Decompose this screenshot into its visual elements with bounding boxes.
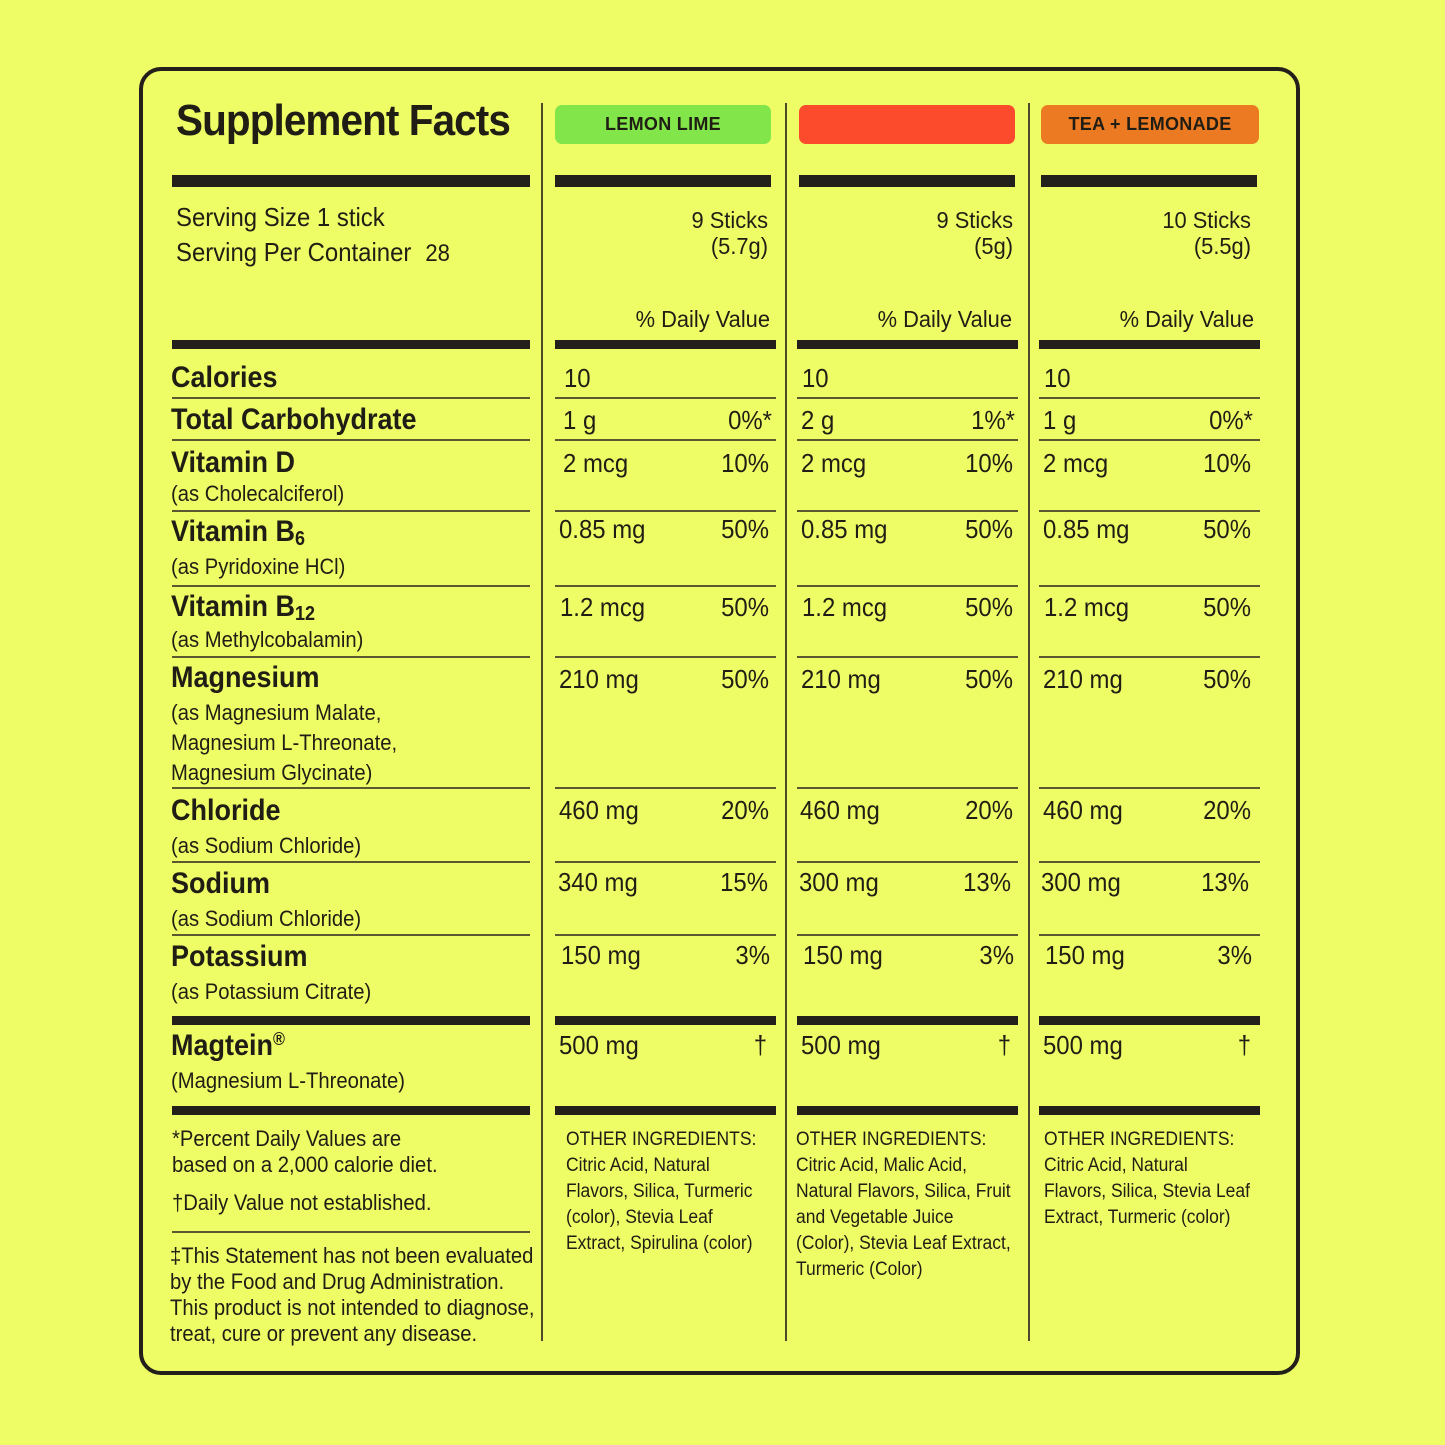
nutrient-name-potassium: Potassium bbox=[171, 940, 308, 973]
fda-disclaimer: by the Food and Drug Administration. bbox=[170, 1269, 505, 1294]
other-ingredients-line: Turmeric (Color) bbox=[796, 1259, 923, 1280]
amount-total-carbohydrate: 1 g bbox=[1043, 405, 1077, 435]
dv-total-carbohydrate: 0%* bbox=[1209, 405, 1253, 435]
nutrient-name-calories: Calories bbox=[171, 361, 278, 394]
row-divider bbox=[1039, 934, 1260, 936]
footnote-dv-not-established: †Daily Value not established. bbox=[172, 1190, 432, 1215]
amount-vitamin-b6: 0.85 mg bbox=[1043, 514, 1130, 544]
row-divider bbox=[555, 439, 776, 441]
amount-total-carbohydrate: 1 g bbox=[563, 405, 597, 435]
row-divider bbox=[1039, 439, 1260, 441]
flavor-badge-watermelon-lime bbox=[799, 105, 1015, 144]
amount-magtein: 500 mg bbox=[559, 1030, 639, 1060]
dv-vitamin-b6: 50% bbox=[721, 514, 769, 544]
amount-magnesium: 210 mg bbox=[559, 664, 639, 694]
nutrient-source: Magnesium L-Threonate, bbox=[171, 730, 398, 755]
row-divider bbox=[555, 787, 776, 789]
row-divider bbox=[797, 656, 1018, 658]
dv-vitamin-d: 10% bbox=[1203, 448, 1251, 478]
nutrient-subscript: 6 bbox=[295, 528, 306, 550]
other-ingredients-line: Citric Acid, Natural bbox=[566, 1155, 710, 1176]
row-divider bbox=[172, 934, 530, 936]
amount-total-carbohydrate: 2 g bbox=[801, 405, 835, 435]
sticks-count: 9 Sticks bbox=[691, 207, 768, 233]
nutrient-source: (as Methylcobalamin) bbox=[171, 627, 364, 652]
amount-calories: 10 bbox=[1044, 363, 1071, 393]
amount-vitamin-d: 2 mcg bbox=[563, 448, 629, 478]
row-divider bbox=[797, 510, 1018, 512]
dv-magtein: † bbox=[997, 1030, 1011, 1060]
dv-magnesium: 50% bbox=[721, 664, 769, 694]
nutrient-source: (Magnesium L-Threonate) bbox=[171, 1068, 405, 1093]
dv-vitamin-d: 10% bbox=[721, 448, 769, 478]
amount-vitamin-b12: 1.2 mcg bbox=[1044, 592, 1130, 622]
row-divider bbox=[797, 585, 1018, 587]
row-divider bbox=[555, 585, 776, 587]
sticks-weight: (5g) bbox=[974, 233, 1013, 259]
dv-vitamin-b12: 50% bbox=[965, 592, 1013, 622]
amount-chloride: 460 mg bbox=[559, 795, 639, 825]
row-divider bbox=[172, 787, 530, 789]
dv-magnesium: 50% bbox=[965, 664, 1013, 694]
thick-rule bbox=[555, 175, 771, 187]
daily-value-header: % Daily Value bbox=[877, 306, 1012, 332]
row-divider bbox=[172, 397, 530, 399]
amount-vitamin-b12: 1.2 mcg bbox=[802, 592, 888, 622]
fda-disclaimer: This product is not intended to diagnose, bbox=[170, 1295, 535, 1320]
nutrient-name-magtein bbox=[171, 1029, 285, 1063]
row-divider bbox=[555, 861, 776, 863]
amount-calories: 10 bbox=[802, 363, 829, 393]
other-ingredients-line: Flavors, Silica, Stevia Leaf bbox=[1044, 1181, 1250, 1202]
flavor-sticks bbox=[570, 207, 768, 259]
flavor-sticks bbox=[814, 207, 1013, 259]
nutrient-source: (as Sodium Chloride) bbox=[171, 833, 362, 858]
amount-sodium: 300 mg bbox=[799, 867, 879, 897]
dv-chloride: 20% bbox=[965, 795, 1013, 825]
thick-rule bbox=[555, 1016, 776, 1025]
other-ingredients-label: OTHER INGREDIENTS: bbox=[796, 1129, 987, 1150]
serving-size: Serving Size 1 stick bbox=[176, 202, 385, 232]
amount-magtein: 500 mg bbox=[1043, 1030, 1123, 1060]
dv-potassium: 3% bbox=[1217, 940, 1252, 970]
column-divider bbox=[1028, 103, 1030, 1341]
dv-magtein: † bbox=[1237, 1030, 1251, 1060]
thick-rule bbox=[172, 175, 530, 187]
dv-vitamin-b12: 50% bbox=[1203, 592, 1251, 622]
row-divider bbox=[1039, 397, 1260, 399]
nutrient-source: Magnesium Glycinate) bbox=[171, 760, 373, 785]
daily-value-header: % Daily Value bbox=[1119, 306, 1254, 332]
thick-rule bbox=[1039, 1016, 1260, 1025]
thick-rule bbox=[172, 1106, 530, 1115]
dv-sodium: 13% bbox=[1201, 867, 1249, 897]
nutrient-name-vitamin-b6 bbox=[171, 515, 305, 551]
thick-rule bbox=[172, 1016, 530, 1025]
servings-per-container-value: 28 bbox=[425, 240, 450, 267]
dv-magtein: † bbox=[753, 1030, 767, 1060]
nutrient-source: (as Sodium Chloride) bbox=[171, 906, 362, 931]
other-ingredients-line: and Vegetable Juice bbox=[796, 1207, 954, 1228]
other-ingredients-label: OTHER INGREDIENTS: bbox=[566, 1129, 757, 1150]
nutrient-name-magnesium: Magnesium bbox=[171, 661, 320, 694]
amount-magnesium: 210 mg bbox=[1043, 664, 1123, 694]
amount-sodium: 300 mg bbox=[1041, 867, 1121, 897]
thick-rule bbox=[172, 340, 530, 349]
thick-rule bbox=[797, 1016, 1018, 1025]
nutrient-name-total-carbohydrate: Total Carbohydrate bbox=[171, 403, 417, 436]
footnote-percent-dv: based on a 2,000 calorie diet. bbox=[172, 1152, 438, 1177]
thick-rule bbox=[1039, 340, 1260, 349]
sticks-count: 10 Sticks bbox=[1162, 207, 1251, 233]
registered-mark: ® bbox=[273, 1029, 285, 1049]
other-ingredients-line: Extract, Turmeric (color) bbox=[1044, 1207, 1231, 1228]
thick-rule bbox=[799, 175, 1015, 187]
row-divider bbox=[1039, 787, 1260, 789]
dv-chloride: 20% bbox=[1203, 795, 1251, 825]
amount-magnesium: 210 mg bbox=[801, 664, 881, 694]
amount-chloride: 460 mg bbox=[800, 795, 880, 825]
row-divider bbox=[555, 656, 776, 658]
dv-magnesium: 50% bbox=[1203, 664, 1251, 694]
servings-per-container bbox=[176, 237, 450, 268]
other-ingredients-line: Extract, Spirulina (color) bbox=[566, 1233, 753, 1254]
thick-rule bbox=[1039, 1106, 1260, 1115]
other-ingredients-line: Flavors, Silica, Turmeric bbox=[566, 1181, 753, 1202]
row-divider bbox=[555, 397, 776, 399]
other-ingredients-label: OTHER INGREDIENTS: bbox=[1044, 1129, 1235, 1150]
page-title: Supplement Facts bbox=[176, 96, 510, 145]
amount-chloride: 460 mg bbox=[1043, 795, 1123, 825]
dv-total-carbohydrate: 0%* bbox=[728, 405, 772, 435]
row-divider bbox=[172, 656, 530, 658]
nutrient-name-sodium: Sodium bbox=[171, 867, 270, 900]
thick-rule bbox=[797, 1106, 1018, 1115]
sticks-weight: (5.5g) bbox=[1193, 233, 1251, 259]
nutrient-name-chloride: Chloride bbox=[171, 794, 281, 827]
nutrient-source: (as Cholecalciferol) bbox=[171, 481, 345, 506]
row-divider bbox=[1039, 585, 1260, 587]
amount-vitamin-d: 2 mcg bbox=[1043, 448, 1109, 478]
thick-rule bbox=[1041, 175, 1257, 187]
flavor-badge-lemon-lime: LEMON LIME bbox=[555, 105, 771, 144]
row-divider bbox=[555, 510, 776, 512]
footnote-percent-dv: *Percent Daily Values are bbox=[172, 1126, 402, 1151]
amount-calories: 10 bbox=[564, 363, 591, 393]
column-divider bbox=[785, 103, 787, 1341]
other-ingredients-line: Citric Acid, Natural bbox=[1044, 1155, 1188, 1176]
dv-vitamin-d: 10% bbox=[965, 448, 1013, 478]
other-ingredients-line: Citric Acid, Malic Acid, bbox=[796, 1155, 967, 1176]
dv-vitamin-b12: 50% bbox=[721, 592, 769, 622]
row-divider bbox=[172, 861, 530, 863]
sticks-weight: (5.7g) bbox=[710, 233, 768, 259]
nutrient-source: (as Pyridoxine HCl) bbox=[171, 554, 346, 579]
row-divider bbox=[1039, 656, 1260, 658]
nutrient-subscript: 12 bbox=[295, 603, 316, 625]
sticks-count: 9 Sticks bbox=[936, 207, 1013, 233]
column-divider bbox=[541, 103, 543, 1341]
thick-rule bbox=[555, 1106, 776, 1115]
row-divider bbox=[797, 787, 1018, 789]
nutrient-name-text: Vitamin B bbox=[171, 515, 296, 548]
nutrient-name-vitamin-d: Vitamin D bbox=[171, 446, 296, 479]
nutrient-source: (as Magnesium Malate, bbox=[171, 700, 382, 725]
row-divider bbox=[797, 934, 1018, 936]
other-ingredients-line: (color), Stevia Leaf bbox=[566, 1207, 713, 1228]
dv-vitamin-b6: 50% bbox=[1203, 514, 1251, 544]
other-ingredients-line: Natural Flavors, Silica, Fruit bbox=[796, 1181, 1011, 1202]
dv-sodium: 13% bbox=[963, 867, 1011, 897]
row-divider bbox=[1039, 861, 1260, 863]
flavor-badge-tea-lemonade: TEA + LEMONADE bbox=[1041, 105, 1259, 144]
servings-per-container-label: Serving Per Container bbox=[176, 237, 412, 267]
amount-potassium: 150 mg bbox=[803, 940, 883, 970]
amount-potassium: 150 mg bbox=[561, 940, 641, 970]
row-divider bbox=[555, 934, 776, 936]
fda-disclaimer: ‡This Statement has not been evaluated bbox=[170, 1243, 534, 1268]
other-ingredients-line: (Color), Stevia Leaf Extract, bbox=[796, 1233, 1011, 1254]
dv-sodium: 15% bbox=[720, 867, 768, 897]
amount-vitamin-b6: 0.85 mg bbox=[801, 514, 888, 544]
amount-vitamin-b12: 1.2 mcg bbox=[560, 592, 646, 622]
row-divider bbox=[797, 861, 1018, 863]
row-divider bbox=[172, 439, 530, 441]
amount-vitamin-b6: 0.85 mg bbox=[559, 514, 646, 544]
row-divider bbox=[172, 510, 530, 512]
dv-chloride: 20% bbox=[721, 795, 769, 825]
amount-sodium: 340 mg bbox=[558, 867, 638, 897]
dv-vitamin-b6: 50% bbox=[965, 514, 1013, 544]
amount-magtein: 500 mg bbox=[801, 1030, 881, 1060]
amount-potassium: 150 mg bbox=[1045, 940, 1125, 970]
amount-vitamin-d: 2 mcg bbox=[801, 448, 867, 478]
row-divider bbox=[797, 397, 1018, 399]
row-divider bbox=[1039, 510, 1260, 512]
flavor-sticks bbox=[1054, 207, 1251, 259]
row-divider bbox=[172, 585, 530, 587]
dv-total-carbohydrate: 1%* bbox=[971, 405, 1015, 435]
row-divider bbox=[172, 1231, 530, 1233]
thick-rule bbox=[797, 340, 1018, 349]
nutrient-source: (as Potassium Citrate) bbox=[171, 979, 372, 1004]
daily-value-header: % Daily Value bbox=[635, 306, 770, 332]
dv-potassium: 3% bbox=[979, 940, 1014, 970]
dv-potassium: 3% bbox=[735, 940, 770, 970]
nutrient-name-text: Magtein bbox=[171, 1029, 274, 1062]
thick-rule bbox=[555, 340, 776, 349]
nutrient-name-text: Vitamin B bbox=[171, 590, 296, 623]
row-divider bbox=[797, 439, 1018, 441]
nutrient-name-vitamin-b12 bbox=[171, 590, 315, 626]
fda-disclaimer: treat, cure or prevent any disease. bbox=[170, 1321, 478, 1346]
